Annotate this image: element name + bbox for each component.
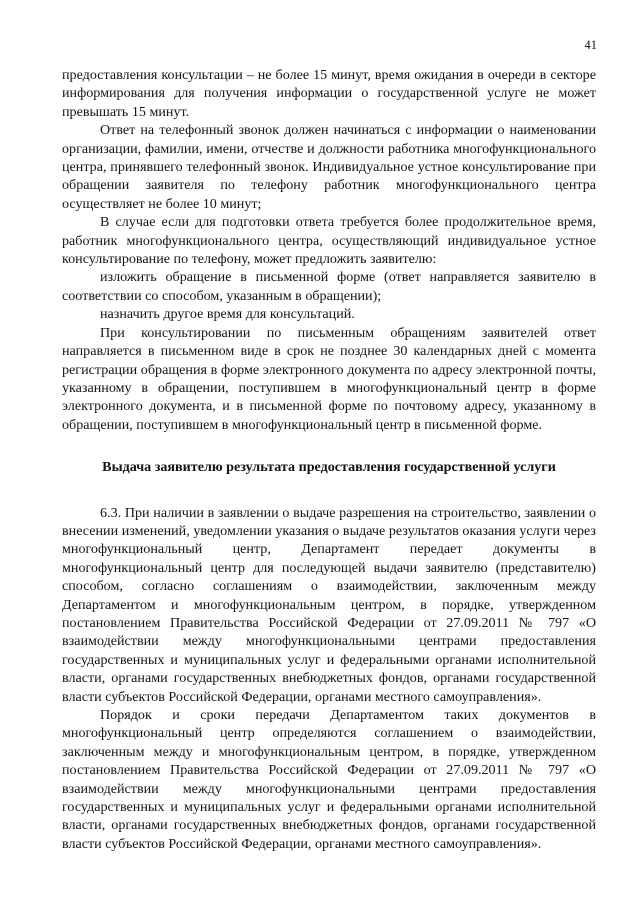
paragraph-written-requests: При консультировании по письменным обращениям заявителей ответ направляется в письменном виде в срок не позднее 30 календарных дней с момента регистрации обращения в форме электронного документа по адресу электронной почты, указанному в обращении, поступившем в многофункциональный центр в форме электронного документа, и в письменной форме по почтовому адресу, указанному в обращении, поступившем в многофункциональный центр в письменной форме. (62, 324, 596, 433)
paragraph-other-time-option: назначить другое время для консультаций. (100, 306, 355, 323)
paragraph-consultation-time: предоставления консультации – не более 15 минут, время ожидания в очереди в секторе информирования для получения информации о государственной услуге не может превышать 15 минут. (62, 67, 596, 120)
paragraph-longer-preparation: В случае если для подготовки ответа требуется более продолжительное время, работник многофункционального центра, осуществляющий индивидуальное устное консультирование по телефону, может предложить заявителю: (62, 214, 596, 268)
paragraph-written-form-option: изложить обращение в письменной форме (ответ направляется заявителю в соответствии со способом, указанным в обращении); (62, 269, 596, 304)
paragraph-phone-answer: Ответ на телефонный звонок должен начинаться с информации о наименовании организации, фамилии, имени, отчестве и должности работника многофункционального центра, принявшего телефонный звонок. Индивидуальное устное консультирование при обращении заявителя по телефону работник многофункционального центра осуществляет не более 10 минут; (62, 122, 596, 212)
page-number: 41 (584, 38, 597, 52)
paragraph-6-3: 6.3. При наличии в заявлении о выдаче разрешения на строительство, заявлении о внесении изменений, уведомлении указания о выдаче результатов оказания услуги через многофункциональный центр, Департамент передает документы в многофункциональный центр для последующей выдачи заявителю (представителю) способом, согласно соглашениям о взаимодействии, заключенным между Департаментом и многофункциональным центром, в порядке, утвержденном постановлением Правительства Российской Федерации от 27.09.2011 № 797 «О взаимодействии между многофункциональными центрами предоставления государственных и муниципальных услуг и федеральными органами исполнительной власти, органами государственных внебюджетных фондов, органами государственной власти субъектов Российской Федерации, органами местного самоуправления». (62, 504, 596, 705)
document-body (62, 66, 596, 853)
paragraph-transfer-procedure: Порядок и сроки передачи Департаментом таких документов в многофункциональный центр определяются соглашением о взаимодействии, заключенным между и многофункциональным центром, в порядке, утвержденном постановлением Правительства Российской Федерации от 27.09.2011 № 797 «О взаимодействии между многофункциональными центрами предоставления государственных и муниципальных услуг и федеральными органами исполнительной власти, органами государственных внебюджетных фондов, органами государственной власти субъектов Российской Федерации, органами местного самоуправления». (62, 707, 596, 852)
section-heading: Выдача заявителю результата предоставления государственной услуги (102, 459, 556, 476)
